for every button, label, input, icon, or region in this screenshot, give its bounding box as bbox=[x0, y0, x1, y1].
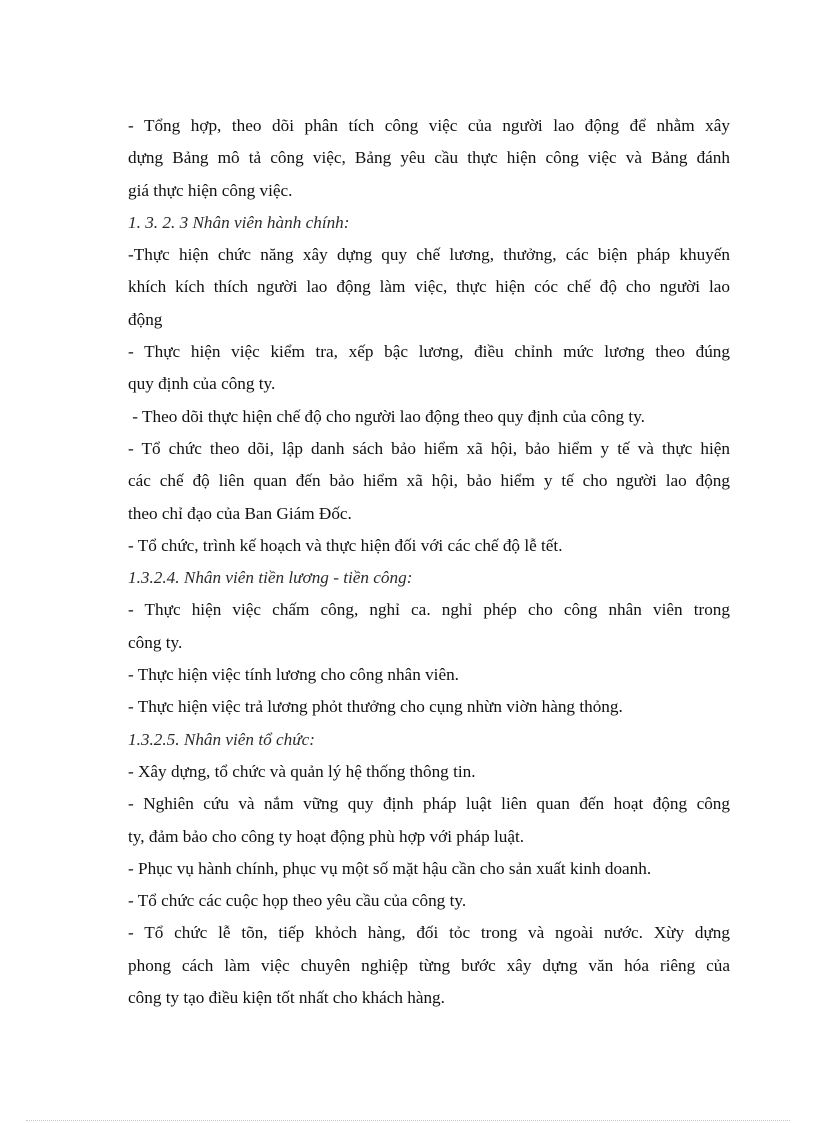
paragraph-line: - Tổ chức theo dõi, lập danh sách bảo hiểm xã hội, bảo hiểm y tế và thực hiện bbox=[128, 438, 730, 458]
paragraph-line: - Thực hiện việc kiểm tra, xếp bậc lương, điều chỉnh mức lương theo đúng bbox=[128, 342, 730, 362]
paragraph-line: công ty. bbox=[128, 632, 183, 652]
paragraph-line: động bbox=[128, 309, 163, 329]
paragraph-line: phong cách làm việc chuyên nghiệp từng bước xây dựng văn hóa riêng của bbox=[128, 955, 730, 975]
paragraph-line: - Tổng hợp, theo dõi phân tích công việc của người lao động để nhằm xây bbox=[128, 116, 730, 135]
paragraph-line: - Tổ chức các cuộc họp theo yêu cầu của công ty. bbox=[128, 891, 467, 911]
paragraph-line: các chế độ liên quan đến bảo hiểm xã hội, bảo hiểm y tế cho người lao động bbox=[128, 471, 730, 491]
paragraph-line: - Theo dõi thực hiện chế độ cho người lao động theo quy định của công ty. bbox=[128, 406, 645, 426]
paragraph-line: giá thực hiện công việc. bbox=[128, 180, 293, 200]
paragraph-line: quy định của công ty. bbox=[128, 374, 276, 394]
paragraph-line: ty, đảm bảo cho công ty hoạt động phù hợp với pháp luật. bbox=[128, 826, 525, 846]
page-bottom-divider bbox=[26, 1120, 790, 1121]
paragraph-line: công ty tạo điều kiện tốt nhất cho khách hàng. bbox=[128, 988, 445, 1008]
paragraph-line: dựng Bảng mô tả công việc, Bảng yêu cầu thực hiện công việc và Bảng đánh bbox=[128, 148, 730, 168]
paragraph-line: - Xây dựng, tổ chức và quản lý hệ thống thông tin. bbox=[128, 761, 476, 781]
paragraph-line: - Tổ chức lễ tõn, tiếp khỏch hàng, đối tỏc trong và ngoài nước. Xừy dựng bbox=[128, 923, 730, 943]
section-heading: 1. 3. 2. 3 Nhân viên hành chính: bbox=[128, 212, 350, 232]
paragraph-line: - Thực hiện việc chấm công, nghỉ ca. nghỉ phép cho công nhân viên trong bbox=[128, 600, 730, 620]
section-heading: 1.3.2.5. Nhân viên tổ chức: bbox=[128, 729, 315, 749]
paragraph-line: khích kích thích người lao động làm việc, thực hiện cóc chế độ cho người lao bbox=[128, 277, 730, 297]
paragraph-line: theo chỉ đạo của Ban Giám Đốc. bbox=[128, 503, 352, 523]
section-heading: 1.3.2.4. Nhân viên tiền lương - tiền công: bbox=[128, 568, 413, 588]
paragraph-line: - Tổ chức, trình kế hoạch và thực hiện đối với các chế độ lễ tết. bbox=[128, 535, 563, 555]
paragraph-line: - Nghiên cứu và nắm vững quy định pháp luật liên quan đến hoạt động công bbox=[128, 794, 730, 814]
paragraph-line: -Thực hiện chức năng xây dựng quy chế lương, thưởng, các biện pháp khuyến bbox=[128, 245, 730, 265]
paragraph-line: - Thực hiện việc tính lương cho công nhân viên. bbox=[128, 665, 459, 685]
paragraph-line: - Thực hiện việc trả lương phỏt thưởng cho cụng nhừn viờn hàng thỏng. bbox=[128, 697, 623, 717]
paragraph-line: - Phục vụ hành chính, phục vụ một số mặt hậu cần cho sản xuất kinh doanh. bbox=[128, 858, 652, 878]
document-body bbox=[128, 110, 730, 1014]
